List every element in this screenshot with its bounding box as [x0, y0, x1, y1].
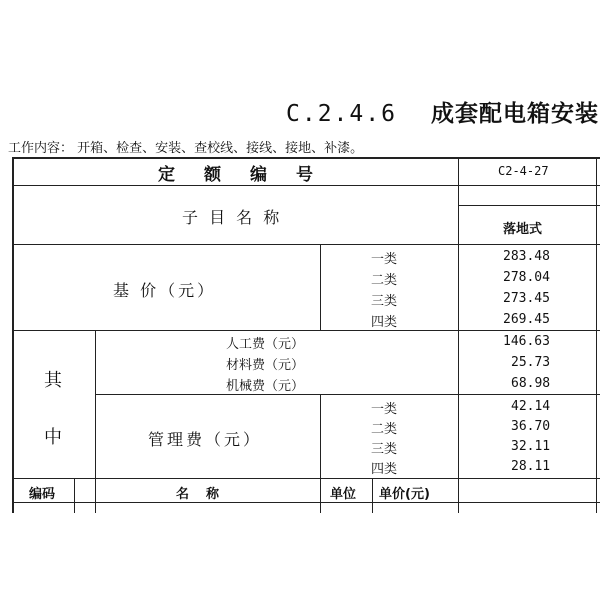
- section-name: 成套配电箱安装: [430, 101, 599, 127]
- column-divider: [320, 478, 321, 513]
- base-price-value: 273.45: [503, 291, 550, 306]
- row-divider: [95, 394, 600, 395]
- row-divider: [12, 244, 600, 245]
- category-label: 三类: [371, 442, 398, 457]
- col-header-name: 名 称: [176, 487, 222, 502]
- machinery-cost-value: 68.98: [511, 376, 551, 391]
- section-code: C.2.4.6: [286, 101, 397, 127]
- management-fee-value: 36.70: [511, 419, 551, 434]
- row-divider: [12, 330, 600, 331]
- material-cost-label: 材料费（元）: [226, 358, 305, 373]
- material-cost-value: 25.73: [511, 355, 551, 370]
- category-label: 四类: [371, 462, 398, 477]
- base-price-value: 269.45: [503, 312, 550, 327]
- column-divider: [74, 478, 75, 513]
- item-name-label: 子 目 名 称: [182, 208, 283, 227]
- row-divider: [12, 185, 600, 186]
- category-label: 四类: [371, 315, 398, 330]
- col-header-unit-price: 单价(元): [379, 487, 430, 502]
- row-divider: [12, 478, 600, 479]
- column-divider: [320, 244, 321, 330]
- among-label-top: 其: [44, 370, 62, 391]
- category-label: 二类: [371, 273, 398, 288]
- row-divider: [458, 205, 600, 206]
- base-price-label: 基 价（元）: [113, 281, 217, 300]
- table-left-border: [12, 157, 14, 513]
- work-content: 工作内容： 开箱、检查、安装、查校线、接线、接地、补漆。: [8, 141, 364, 156]
- column-divider: [372, 478, 373, 513]
- category-label: 三类: [371, 294, 398, 309]
- management-fee-value: 32.11: [511, 439, 551, 454]
- category-label: 一类: [371, 402, 398, 417]
- management-fee-value: 42.14: [511, 399, 551, 414]
- labor-cost-label: 人工费（元）: [226, 337, 305, 352]
- category-label: 一类: [371, 252, 398, 267]
- col-header-code: 编码: [29, 487, 56, 502]
- base-price-value: 283.48: [503, 249, 550, 264]
- blank-area: [0, 514, 600, 600]
- quota-code: C2-4-27: [498, 164, 549, 178]
- machinery-cost-label: 机械费（元）: [226, 379, 305, 394]
- col-header-unit: 单位: [330, 487, 357, 502]
- among-label-bottom: 中: [44, 427, 62, 448]
- page-title: [286, 95, 599, 128]
- quota-number-label: 定 额 编 号: [158, 165, 319, 185]
- base-price-value: 278.04: [503, 270, 550, 285]
- column-divider: [320, 394, 321, 478]
- table-top-border: [12, 157, 600, 159]
- column-divider: [596, 157, 597, 513]
- row-divider: [12, 502, 600, 503]
- column-divider: [95, 330, 96, 513]
- column-divider: [458, 157, 459, 513]
- category-label: 二类: [371, 422, 398, 437]
- management-fee-value: 28.11: [511, 459, 551, 474]
- labor-cost-value: 146.63: [503, 334, 550, 349]
- item-name-value: 落地式: [503, 222, 543, 237]
- management-fee-label: 管理费（元）: [148, 430, 263, 449]
